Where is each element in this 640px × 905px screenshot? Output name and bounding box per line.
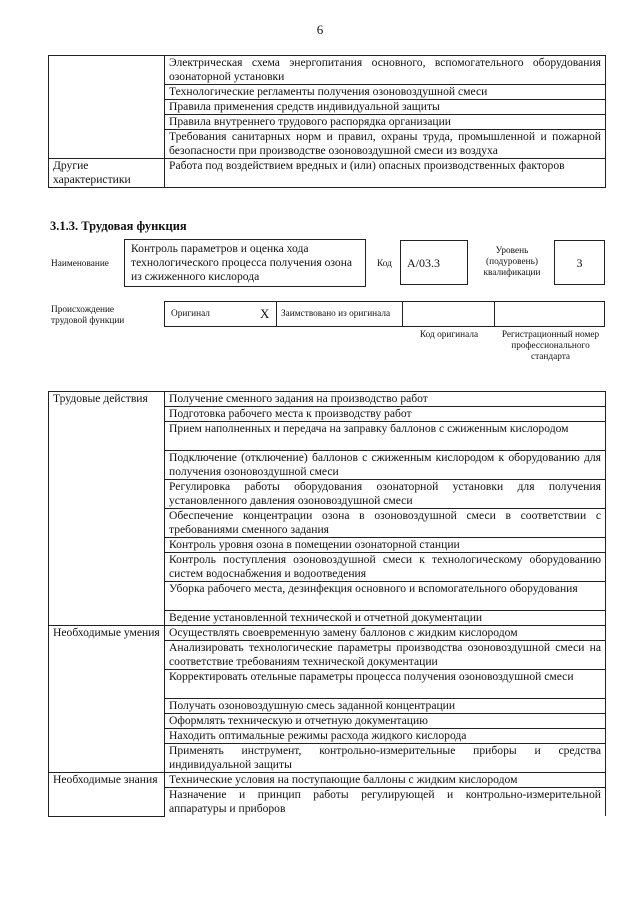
action-item: Прием наполненных и передача на заправку баллонов с сжиженным кислородом (165, 422, 606, 451)
action-item: Получение сменного задания на производство работ (165, 392, 606, 407)
registration-number-cell (494, 301, 605, 327)
empty-label-cell (49, 56, 165, 85)
borrowed-label: Заимствовано из оригинала (281, 309, 391, 319)
table-row (49, 130, 606, 159)
knowledge-item: Правила применения средств индивидуальной защиты (165, 100, 606, 115)
skill-item: Оформлять техническую и отчетную документацию (165, 714, 606, 729)
action-item: Подключение (отключение) баллонов с сжиженным кислородом к оборудованию для получения озоновоздушной смеси (165, 451, 606, 480)
table-row (49, 100, 606, 115)
table-row (49, 85, 606, 100)
code-box (400, 240, 468, 285)
empty-label-cell (49, 100, 165, 115)
registration-number-caption: Регистрационный номер профессионального стандарта (501, 330, 600, 362)
section-heading: 3.1.3. Трудовая функция (50, 219, 187, 233)
action-item: Уборка рабочего места, дезинфекция основного и вспомогательного оборудования (165, 582, 606, 611)
knowledge-continuation-table (48, 55, 606, 188)
table-row (49, 392, 606, 407)
function-name-box (124, 239, 366, 287)
skill-item: Находить оптимальные режимы расхода жидкого кислорода (165, 729, 606, 744)
skill-item: Анализировать технологические параметры производства озоновоздушной смеси на соответствие требованиям технической документации (165, 641, 606, 670)
knowledge-label: Необходимые знания (49, 773, 165, 817)
page-number: 6 (316, 22, 324, 37)
code-value: А/03.3 (407, 256, 440, 270)
skill-item: Корректировать отельные параметры процесса получения озоновоздушной смеси (165, 670, 606, 699)
action-item: Контроль уровня озона в помещении озонаторной станции (165, 538, 606, 553)
skill-item: Получать озоновоздушную смесь заданной концентрации (165, 699, 606, 714)
empty-label-cell (49, 115, 165, 130)
other-characteristics-value: Работа под воздействием вредных и (или) опасных производственных факторов (165, 159, 606, 188)
borrowed-cell (276, 301, 403, 327)
original-code-cell (402, 301, 495, 327)
code-label: Код (377, 259, 392, 269)
knowledge-item: Электрическая схема энергопитания основного, вспомогательного оборудования озонаторной установки (165, 56, 606, 85)
table-row (49, 159, 606, 188)
original-mark: X (260, 306, 270, 321)
skill-item: Осуществлять своевременную замену баллонов с жидким кислородом (165, 626, 606, 641)
qualification-level-label: Уровень (подуровень) квалификации (483, 246, 541, 278)
table-row (49, 56, 606, 85)
actions-label: Трудовые действия (49, 392, 165, 626)
table-row (49, 773, 606, 788)
level-box (554, 240, 605, 285)
action-item: Подготовка рабочего места к производству работ (165, 407, 606, 422)
original-label: Оригинал (171, 309, 210, 319)
skills-label: Необходимые умения (49, 626, 165, 773)
knowledge-item: Правила внутреннего трудового распорядка организации (165, 115, 606, 130)
knowledge-item: Технические условия на поступающие баллоны с жидким кислородом (165, 773, 606, 788)
skill-item: Применять инструмент, контрольно-измерительные приборы и средства индивидуальной защиты (165, 744, 606, 773)
labor-function-table (48, 391, 606, 817)
table-row (49, 115, 606, 130)
action-item: Контроль поступления озоновоздушной смеси к технологическому оборудованию систем водоснабжения и водоотведения (165, 553, 606, 582)
action-item: Ведение установленной технической и отчетной документации (165, 611, 606, 626)
origin-label: Происхождение трудовой функции (51, 305, 125, 326)
table-row (49, 626, 606, 641)
level-value: 3 (576, 256, 583, 270)
other-characteristics-label: Другие характеристики (49, 159, 165, 188)
empty-label-cell (49, 85, 165, 100)
original-code-caption: Код оригинала (419, 330, 479, 340)
function-name-value: Контроль параметров и оценка хода технологического процесса получения озона из сжиженного кислорода (131, 242, 353, 283)
action-item: Регулировка работы оборудования озонаторной установки для получения установленного давления озоновоздушной смеси (165, 480, 606, 509)
empty-label-cell (49, 130, 165, 159)
name-label: Наименование (51, 259, 109, 269)
knowledge-item: Требования санитарных норм и правил, охраны труда, промышленной и пожарной безопасности при производстве озоновоздушной смеси из воздуха (165, 130, 606, 159)
knowledge-item: Назначение и принцип работы регулирующей и контрольно-измерительной аппаратуры и приборов (165, 788, 606, 817)
original-cell (164, 301, 277, 327)
action-item: Обеспечение концентрации озона в озоновоздушной смеси в соответствии с требованиями сменного задания (165, 509, 606, 538)
knowledge-item: Технологические регламенты получения озоновоздушной смеси (165, 85, 606, 100)
